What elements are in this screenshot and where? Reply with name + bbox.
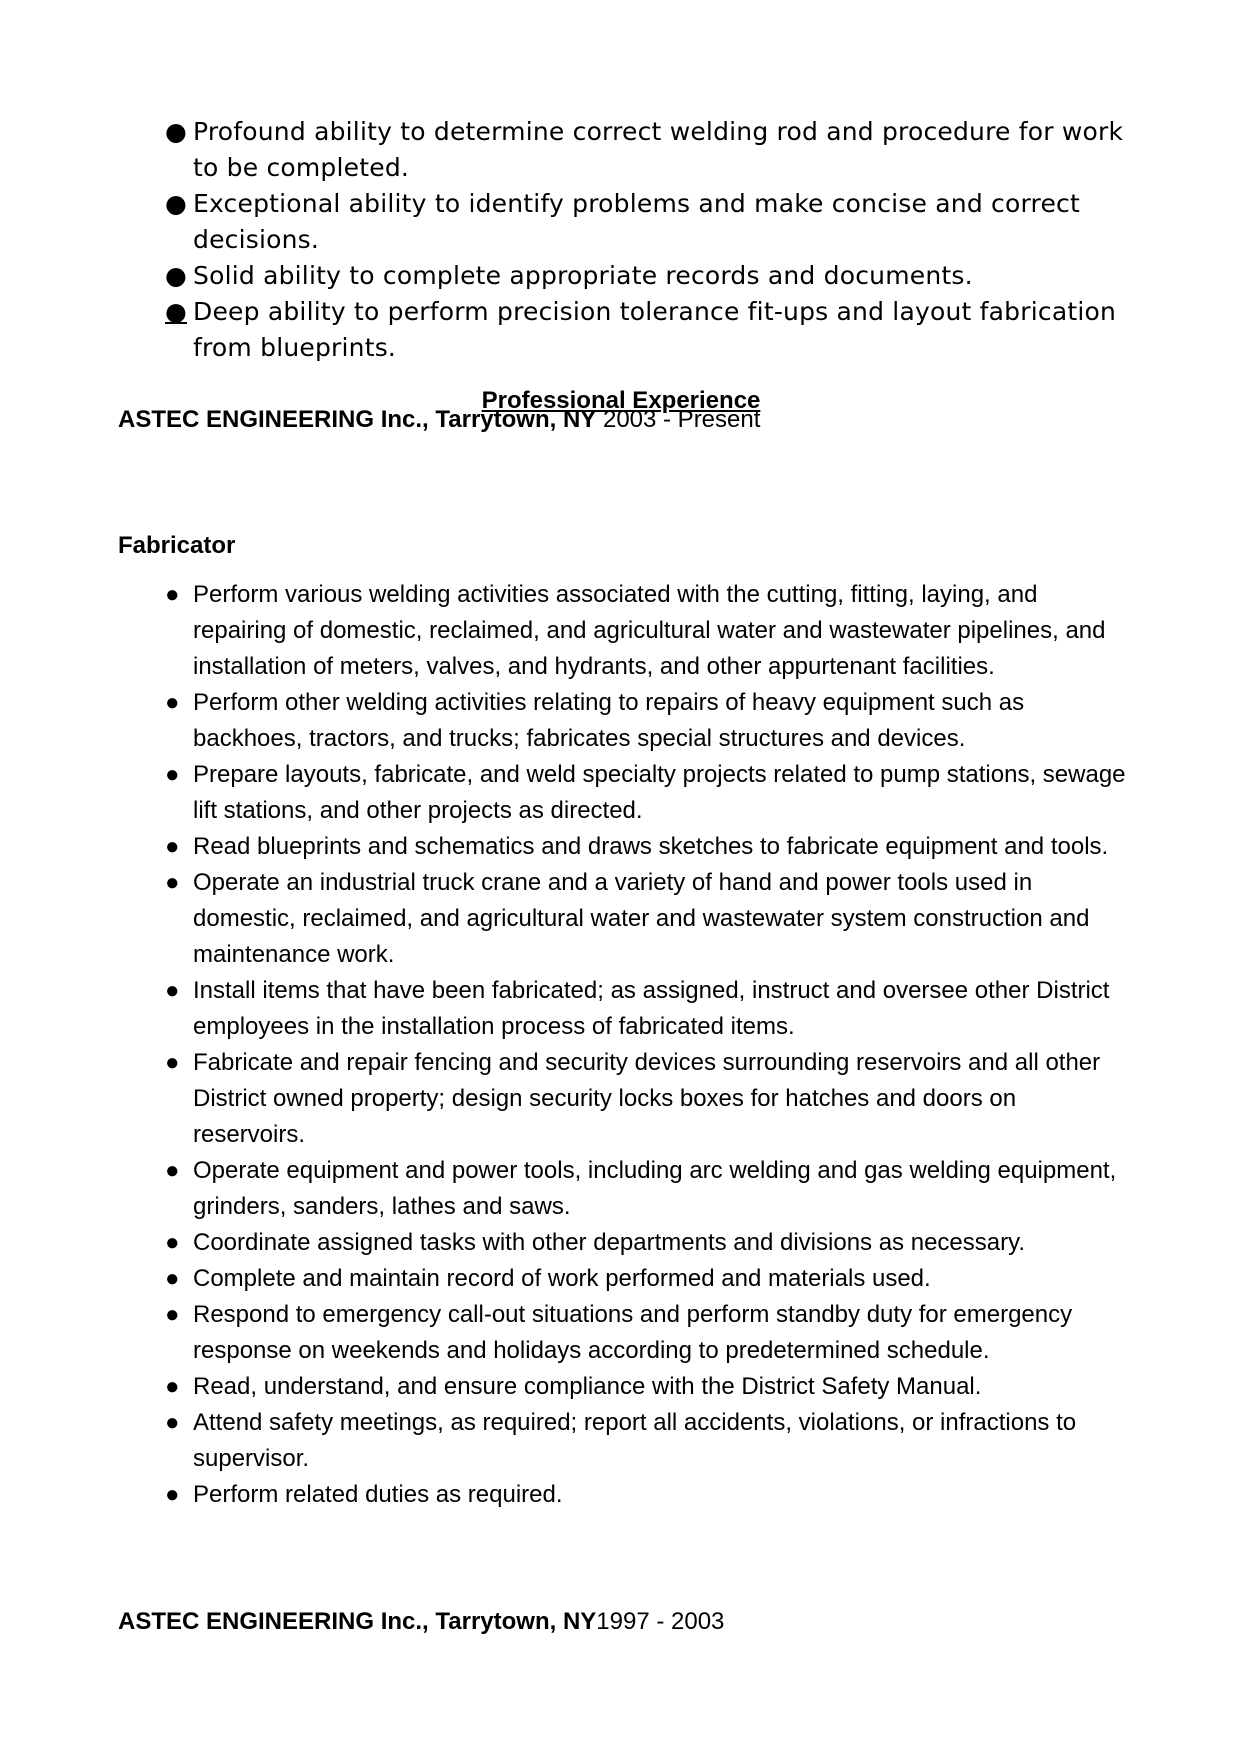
- list-item: [165, 186, 1145, 258]
- bullet-icon: ●: [165, 261, 188, 290]
- duty-text: Complete and maintain record of work performed and materials used.: [193, 1265, 931, 1292]
- bullet-icon: ●: [165, 1049, 180, 1076]
- bullet-icon: ●: [165, 977, 180, 1004]
- list-item: [165, 1261, 1130, 1297]
- list-item: [165, 1477, 1130, 1513]
- company-name: ASTEC ENGINEERING Inc., Tarrytown, NY: [118, 1608, 597, 1635]
- list-item: [165, 1153, 1130, 1225]
- duty-text: Prepare layouts, fabricate, and weld specialty projects related to pump stations, sewage lift stations, and other projects as directed.: [193, 761, 1126, 824]
- list-item: [165, 258, 1145, 294]
- list-item: [165, 577, 1130, 685]
- list-item: [165, 1297, 1130, 1369]
- bullet-icon: ●: [165, 1481, 180, 1508]
- bullet-icon: ●: [165, 689, 180, 716]
- duty-text: Read blueprints and schematics and draws sketches to fabricate equipment and tools.: [193, 833, 1109, 860]
- job-header: [118, 1604, 724, 1640]
- list-item: [165, 685, 1130, 757]
- duty-text: Install items that have been fabricated; as assigned, instruct and oversee other District employees in the installation process of fabricated items.: [193, 977, 1110, 1040]
- job-title: Fabricator: [118, 532, 236, 559]
- duty-text: Perform various welding activities associated with the cutting, fitting, laying, and repairing of domestic, reclaimed, and agricultural water and wastewater pipelines, and installation of meters, valves, and hydrants, and other appurtenant facilities.: [193, 581, 1106, 680]
- list-item: [165, 114, 1145, 186]
- duty-text: Fabricate and repair fencing and security devices surrounding reservoirs and all other District owned property; design security locks boxes for hatches and doors on reservoirs.: [193, 1049, 1101, 1148]
- bullet-icon: ●: [165, 1373, 180, 1400]
- list-item: [165, 1045, 1130, 1153]
- skill-text: Solid ability to complete appropriate records and documents.: [193, 261, 973, 290]
- duties-list: [165, 577, 1130, 1513]
- job-header: [118, 402, 760, 438]
- skill-text: Profound ability to determine correct welding rod and procedure for work to be completed.: [193, 117, 1124, 182]
- duty-text: Coordinate assigned tasks with other departments and divisions as necessary.: [193, 1229, 1025, 1256]
- bullet-icon: ●: [165, 297, 188, 326]
- list-item: [165, 294, 1145, 366]
- duty-text: Perform related duties as required.: [193, 1481, 563, 1508]
- bullet-icon: ●: [165, 117, 188, 146]
- list-item: [165, 757, 1130, 829]
- duty-text: Read, understand, and ensure compliance with the District Safety Manual.: [193, 1373, 982, 1400]
- skill-text: Exceptional ability to identify problems and make concise and correct decisions.: [193, 189, 1080, 254]
- skill-text: Deep ability to perform precision tolerance fit-ups and layout fabrication from blueprints.: [193, 297, 1117, 362]
- job-dates: 1997 - 2003: [596, 1608, 725, 1635]
- bullet-icon: ●: [165, 1265, 180, 1292]
- company-name: ASTEC ENGINEERING Inc., Tarrytown, NY: [118, 406, 597, 433]
- skills-list: [165, 114, 1145, 366]
- list-item: [165, 865, 1130, 973]
- bullet-icon: ●: [165, 833, 180, 860]
- duty-text: Operate an industrial truck crane and a variety of hand and power tools used in domestic, reclaimed, and agricultural water and wastewater system construction and maintenance work.: [193, 869, 1090, 968]
- list-item: [165, 829, 1130, 865]
- duty-text: Attend safety meetings, as required; report all accidents, violations, or infractions to supervisor.: [193, 1409, 1077, 1472]
- bullet-icon: ●: [165, 1229, 180, 1256]
- bullet-icon: ●: [165, 1301, 180, 1328]
- bullet-icon: ●: [165, 869, 180, 896]
- duty-text: Operate equipment and power tools, including arc welding and gas welding equipment, grinders, sanders, lathes and saws.: [193, 1157, 1117, 1220]
- list-item: [165, 973, 1130, 1045]
- list-item: [165, 1225, 1130, 1261]
- list-item: [165, 1405, 1130, 1477]
- section-heading: Professional Experience: [481, 387, 761, 414]
- job-dates: 2003 - Present: [596, 406, 761, 433]
- duty-text: Perform other welding activities relating to repairs of heavy equipment such as backhoes, tractors, and trucks; fabricates special structures and devices.: [193, 689, 1025, 752]
- bullet-icon: ●: [165, 189, 188, 218]
- bullet-icon: ●: [165, 761, 180, 788]
- bullet-icon: ●: [165, 1157, 180, 1184]
- duty-text: Respond to emergency call-out situations and perform standby duty for emergency response on weekends and holidays according to predetermined schedule.: [193, 1301, 1073, 1364]
- bullet-icon: ●: [165, 1409, 180, 1436]
- bullet-icon: ●: [165, 581, 180, 608]
- list-item: [165, 1369, 1130, 1405]
